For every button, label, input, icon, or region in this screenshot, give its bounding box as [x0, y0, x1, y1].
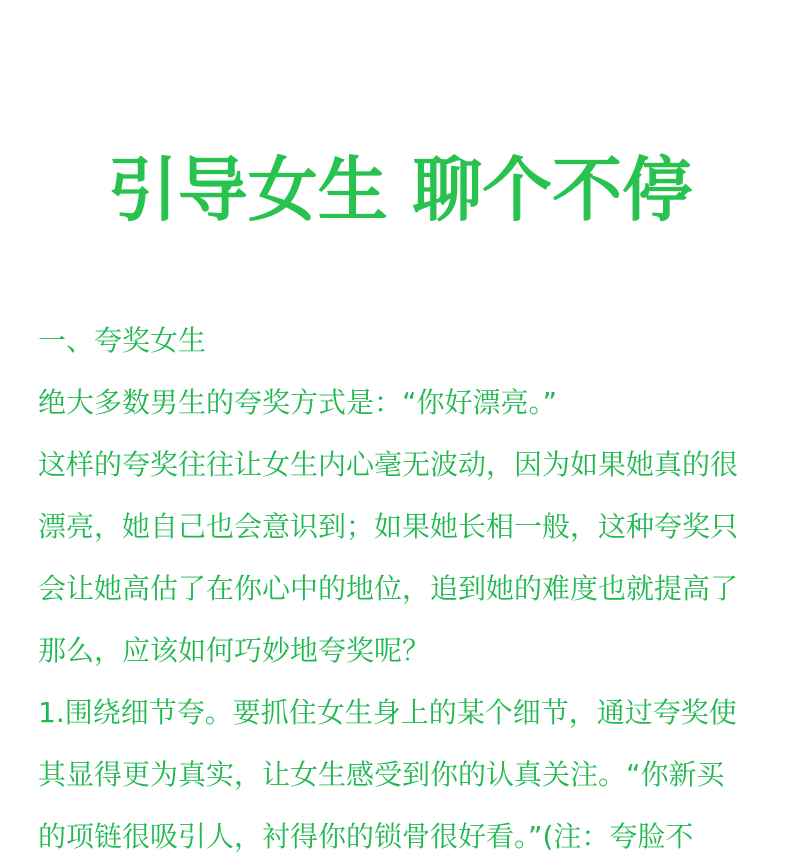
paragraph-line: 那么，应该如何巧妙地夸奖呢？ — [38, 634, 431, 667]
paragraph-line: 会让她高估了在你心中的地位，追到她的难度也就提高了 — [38, 572, 739, 605]
page-title: 引导女生 聊个不停 — [107, 149, 693, 231]
paragraph-line: 的项链很吸引人，衬得你的锁骨很好看。”(注：夸脸不 — [38, 820, 694, 853]
paragraph-line: 绝大多数男生的夸奖方式是：“你好漂亮。” — [38, 386, 558, 419]
paragraph-line: 其显得更为真实，让女生感受到你的认真关注。“你新买 — [38, 758, 725, 791]
paragraph-line: 1.围绕细节夸。要抓住女生身上的某个细节，通过夸奖使 — [38, 696, 737, 729]
section-heading: 一、夸奖女生 — [38, 324, 207, 357]
article-body — [38, 310, 773, 853]
paragraph-line: 这样的夸奖往往让女生内心毫无波动，因为如果她真的很 — [38, 448, 739, 481]
paragraph-line: 漂亮，她自己也会意识到；如果她长相一般，这种夸奖只 — [38, 510, 739, 543]
